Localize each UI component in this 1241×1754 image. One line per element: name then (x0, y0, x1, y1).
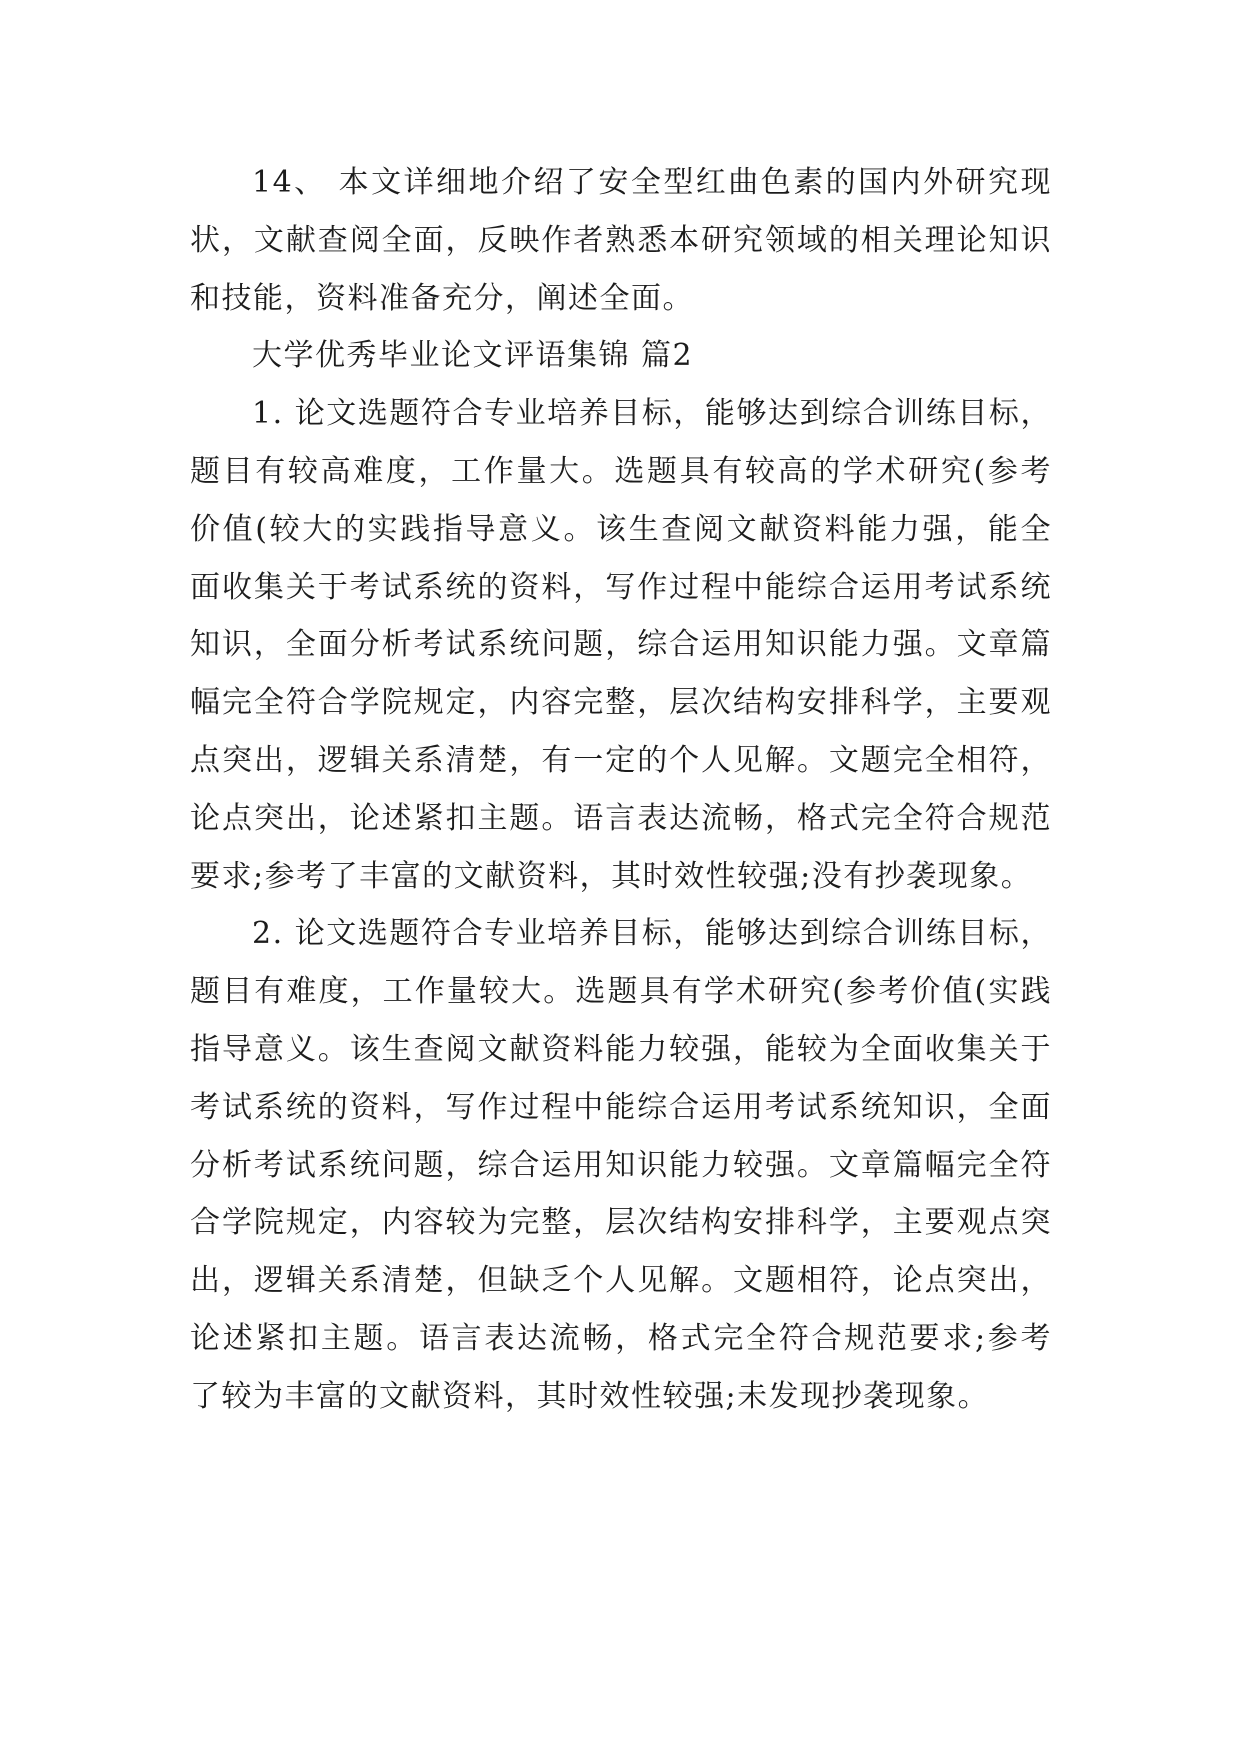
document-body (190, 154, 1052, 1426)
paragraph-item-14: 14、 本文详细地介绍了安全型红曲色素的国内外研究现状，文献查阅全面，反映作者熟悉本研究领域的相关理论知识和技能，资料准备充分，阐述全面。 (190, 165, 1052, 316)
paragraph-item-1: 1. 论文选题符合专业培养目标，能够达到综合训练目标，题目有较高难度，工作量大。选题具有较高的学术研究(参考价值(较大的实践指导意义。该生查阅文献资料能力强，能全面收集关于考试系统的资料，写作过程中能综合运用考试系统知识，全面分析考试系统问题，综合运用知识能力强。文章篇幅完全符合学院规定，内容完整，层次结构安排科学，主要观点突出，逻辑关系清楚，有一定的个人见解。文题完全相符，论点突出，论述紧扣主题。语言表达流畅，格式完全符合规范要求;参考了丰富的文献资料，其时效性较强;没有抄袭现象。 (190, 396, 1052, 894)
paragraph-item-2: 2. 论文选题符合专业培养目标，能够达到综合训练目标，题目有难度，工作量较大。选题具有学术研究(参考价值(实践指导意义。该生查阅文献资料能力较强，能较为全面收集关于考试系统的资料，写作过程中能综合运用考试系统知识，全面分析考试系统问题，综合运用知识能力较强。文章篇幅完全符合学院规定，内容较为完整，层次结构安排科学，主要观点突出，逻辑关系清楚，但缺乏个人见解。文题相符，论点突出，论述紧扣主题。语言表达流畅，格式完全符合规范要求;参考了较为丰富的文献资料，其时效性较强;未发现抄袭现象。 (190, 916, 1052, 1414)
section-heading: 大学优秀毕业论文评语集锦 篇2 (252, 338, 694, 374)
